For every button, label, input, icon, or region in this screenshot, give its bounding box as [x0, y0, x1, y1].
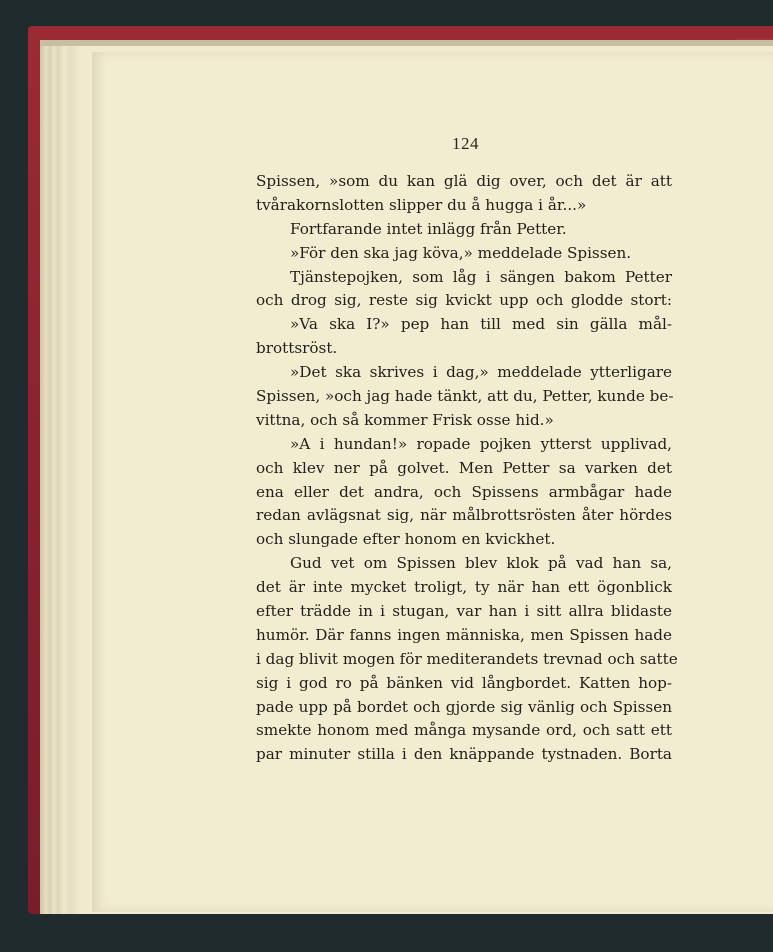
text-line: vittna, och så kommer Frisk osse hid.» [256, 410, 554, 429]
text-line: det är inte mycket troligt, ty när han ett ögonblick [256, 578, 672, 597]
text-line: Gud vet om Spissen blev klok på vad han sa, [290, 554, 672, 573]
text-line: Fortfarande intet inlägg från Petter. [290, 219, 567, 238]
text-line: och drog sig, reste sig kvickt upp och glodde stort: [256, 291, 672, 310]
text-line: och klev ner på golvet. Men Petter sa varken det [256, 458, 672, 477]
page-number: 124 [452, 134, 479, 153]
text-line: tvårakornslotten slipper du å hugga i år...» [256, 195, 587, 214]
body-text [256, 170, 678, 767]
text-line: Tjänstepojken, som låg i sängen bakom Petter [290, 267, 672, 286]
text-line: sig i god ro på bänken vid långbordet. Katten hop- [256, 673, 672, 692]
text-line: »För den ska jag köva,» meddelade Spissen. [290, 243, 632, 262]
text-line: par minuter stilla i den knäppande tystnaden. Borta [256, 745, 672, 764]
text-line: efter trädde in i stugan, var han i sitt allra blidaste [256, 602, 672, 621]
text-line: smekte honom med många mysande ord, och satt ett [256, 721, 672, 740]
text-line: »Det ska skrives i dag,» meddelade ytterligare [290, 363, 672, 382]
text-line: brottsröst. [256, 339, 338, 358]
text-line: »Va ska I?» pep han till med sin gälla mål- [290, 315, 672, 334]
text-line: ena eller det andra, och Spissens armbågar hade [256, 482, 672, 501]
text-line: redan avlägsnat sig, när målbrottsrösten åter hördes [256, 506, 672, 525]
text-line: pade upp på bordet och gjorde sig vänlig och Spissen [256, 697, 672, 716]
text-line: humör. Där fanns ingen människa, men Spissen hade [256, 625, 672, 644]
text-line: »A i hundan!» ropade pojken ytterst upplivad, [290, 434, 672, 453]
text-line: i dag blivit mogen för mediterandets trevnad och satte [256, 649, 678, 668]
text-line: Spissen, »och jag hade tänkt, att du, Petter, kunde be- [256, 387, 674, 406]
text-line: Spissen, »som du kan glä dig over, och det är att [256, 172, 672, 190]
text-line: och slungade efter honom en kvickhet. [256, 530, 556, 549]
